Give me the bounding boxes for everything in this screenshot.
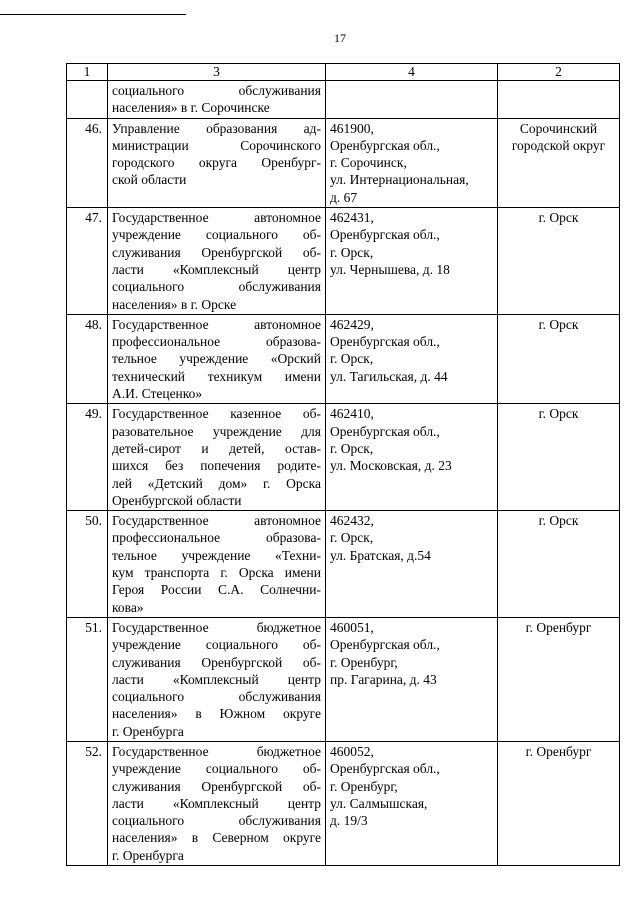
organization-name-line: Государственное автономное — [112, 316, 321, 332]
table-body — [67, 81, 620, 866]
organization-address-line: г. Оренбург, — [330, 654, 398, 670]
organization-address-line: 460051, — [330, 619, 374, 635]
column-header-1: 1 — [67, 64, 108, 81]
organization-name-line: профессиональное образова- — [112, 530, 321, 546]
organization-address-line: Оренбургская обл., — [330, 637, 440, 653]
table-row — [67, 208, 620, 315]
top-rule — [0, 14, 186, 15]
organization-address-line: ул. Московская, д. 23 — [330, 458, 452, 474]
organization-name-line: ласти «Комплексный центр — [112, 671, 321, 687]
organization-name-line: населения» в г. Сорочинске — [112, 100, 270, 116]
organization-name-line: служивания Оренбургской об- — [112, 778, 321, 794]
table-row — [67, 617, 620, 741]
municipality — [498, 118, 620, 207]
organization-address-line: 462431, — [330, 210, 374, 226]
organization-name-line: разовательное учреждение для — [112, 423, 321, 439]
municipality-line: г. Орск — [538, 316, 579, 332]
organization-name-line: социального обслуживания — [112, 83, 321, 98]
organization-name-line: учреждение социального об- — [112, 637, 321, 653]
organization-name-line: А.И. Стеценко» — [112, 386, 203, 402]
organization-name-line: кова» — [112, 599, 144, 615]
organization-address — [326, 404, 498, 511]
organization-address-line: ул. Салмышская, — [330, 795, 428, 811]
organization-name-line: ской области — [112, 172, 187, 188]
organizations-table — [66, 63, 620, 866]
row-number: 52. — [67, 741, 108, 865]
organization-name — [108, 81, 326, 119]
organization-address — [326, 617, 498, 741]
organization-address — [326, 208, 498, 315]
organization-name-line: лей «Детский дом» г. Орска — [112, 475, 321, 491]
organization-name — [108, 404, 326, 511]
municipality — [498, 81, 620, 119]
table-row — [67, 511, 620, 618]
organization-address-line: пр. Гагарина, д. 43 — [330, 671, 437, 687]
municipality — [498, 511, 620, 618]
organization-address — [326, 314, 498, 403]
municipality-line: городской округ — [511, 137, 606, 153]
organization-name-line: шихся без попечения родите- — [112, 458, 321, 474]
municipality-line: г. Орск — [538, 406, 579, 422]
organization-address-line: д. 67 — [330, 189, 358, 205]
organization-address — [326, 81, 498, 119]
municipality-line: Сорочинский — [519, 120, 598, 136]
organization-name-line: Управление образования ад- — [112, 120, 321, 136]
row-number: 50. — [67, 511, 108, 618]
organization-name-line: учреждение социального об- — [112, 761, 321, 777]
organization-name — [108, 314, 326, 403]
organization-name-line: г. Оренбурга — [112, 847, 184, 863]
organization-name-line: ласти «Комплексный центр — [112, 261, 321, 277]
table-row — [67, 404, 620, 511]
organization-address-line: 461900, — [330, 120, 374, 136]
organization-address-line: ул. Интернациональная, — [330, 172, 469, 188]
organization-name-line: ласти «Комплексный центр — [112, 795, 321, 811]
table-row — [67, 81, 620, 119]
organization-name-line: кум транспорта г. Орска имени — [112, 565, 321, 581]
organization-address-line: г. Оренбург, — [330, 778, 398, 794]
organization-address-line: г. Орск, — [330, 530, 374, 546]
organization-address-line: г. Орск, — [330, 244, 374, 260]
organization-address-line: г. Сорочинск, — [330, 155, 407, 171]
organization-name-line: г. Оренбурга — [112, 723, 184, 739]
organization-name-line: министрации Сорочинского — [112, 137, 321, 153]
organization-address — [326, 741, 498, 865]
organization-address-line: 462429, — [330, 316, 374, 332]
organization-address-line: Оренбургская обл., — [330, 137, 440, 153]
municipality — [498, 617, 620, 741]
page-number: 17 — [334, 31, 346, 45]
organization-address-line: ул. Братская, д.54 — [330, 547, 431, 563]
municipality-line: г. Оренбург — [525, 743, 592, 759]
organization-name-line: тельное учреждение «Орский — [112, 351, 321, 367]
organization-address-line: д. 19/3 — [330, 813, 368, 829]
organization-address-line: ул. Тагильская, д. 44 — [330, 368, 448, 384]
organization-address-line: Оренбургская обл., — [330, 761, 440, 777]
organization-name-line: социального обслуживания — [112, 279, 321, 295]
row-number: 49. — [67, 404, 108, 511]
row-number: 46. — [67, 118, 108, 207]
organization-address-line: Оренбургская обл., — [330, 227, 440, 243]
organization-name-line: Государственное автономное — [112, 513, 321, 529]
header-row — [67, 64, 620, 81]
organization-name-line: тельное учреждение «Техни- — [112, 547, 321, 563]
organization-name-line: учреждение социального об- — [112, 227, 321, 243]
organization-address-line: 460052, — [330, 743, 374, 759]
organization-address — [326, 118, 498, 207]
column-header-3: 3 — [108, 64, 326, 81]
row-number — [67, 81, 108, 119]
organization-address-line: ул. Чернышева, д. 18 — [330, 261, 450, 277]
organization-name-line: Государственное казенное об- — [112, 406, 321, 422]
organization-name-line: городского округа Оренбург- — [112, 155, 321, 171]
organization-name-line: Государственное автономное — [112, 210, 321, 226]
organization-address-line: г. Орск, — [330, 440, 374, 456]
municipality-line: г. Орск — [538, 210, 579, 226]
organization-address-line: 462432, — [330, 513, 374, 529]
column-header-4: 4 — [326, 64, 498, 81]
organization-name — [108, 208, 326, 315]
municipality — [498, 208, 620, 315]
organization-address-line: г. Орск, — [330, 351, 374, 367]
organization-name-line: населения» в Южном округе — [112, 706, 321, 722]
organization-name-line: Героя России С.А. Солнечни- — [112, 582, 321, 598]
organization-address-line: Оренбургская обл., — [330, 423, 440, 439]
table-row — [67, 118, 620, 207]
organization-address-line: Оренбургская обл., — [330, 334, 440, 350]
municipality — [498, 404, 620, 511]
row-number: 47. — [67, 208, 108, 315]
organization-name — [108, 617, 326, 741]
organization-name-line: технический техникум имени — [112, 368, 321, 384]
organization-address — [326, 511, 498, 618]
organization-name — [108, 741, 326, 865]
organization-name-line: населения» в Северном округе — [112, 830, 321, 846]
organization-name — [108, 511, 326, 618]
organization-name-line: профессиональное образова- — [112, 334, 321, 350]
municipality — [498, 741, 620, 865]
municipality — [498, 314, 620, 403]
organization-name-line: детей-сирот и детей, остав- — [112, 440, 321, 456]
table-row — [67, 314, 620, 403]
municipality-line: г. Орск — [538, 513, 579, 529]
table-row — [67, 741, 620, 865]
organization-name-line: Оренбургской области — [112, 492, 242, 508]
organization-name-line: социального обслуживания — [112, 689, 321, 705]
organization-address-line: 462410, — [330, 406, 374, 422]
organization-name-line: служивания Оренбургской об- — [112, 654, 321, 670]
row-number: 48. — [67, 314, 108, 403]
municipality-line: г. Оренбург — [525, 619, 592, 635]
organization-name-line: социального обслуживания — [112, 813, 321, 829]
organization-name-line: населения» в г. Орске — [112, 296, 237, 312]
organization-name-line: Государственное бюджетное — [112, 743, 321, 759]
organization-name-line: служивания Оренбургской об- — [112, 244, 321, 260]
organization-name — [108, 118, 326, 207]
row-number: 51. — [67, 617, 108, 741]
organization-name-line: Государственное бюджетное — [112, 619, 321, 635]
column-header-2: 2 — [498, 64, 620, 81]
